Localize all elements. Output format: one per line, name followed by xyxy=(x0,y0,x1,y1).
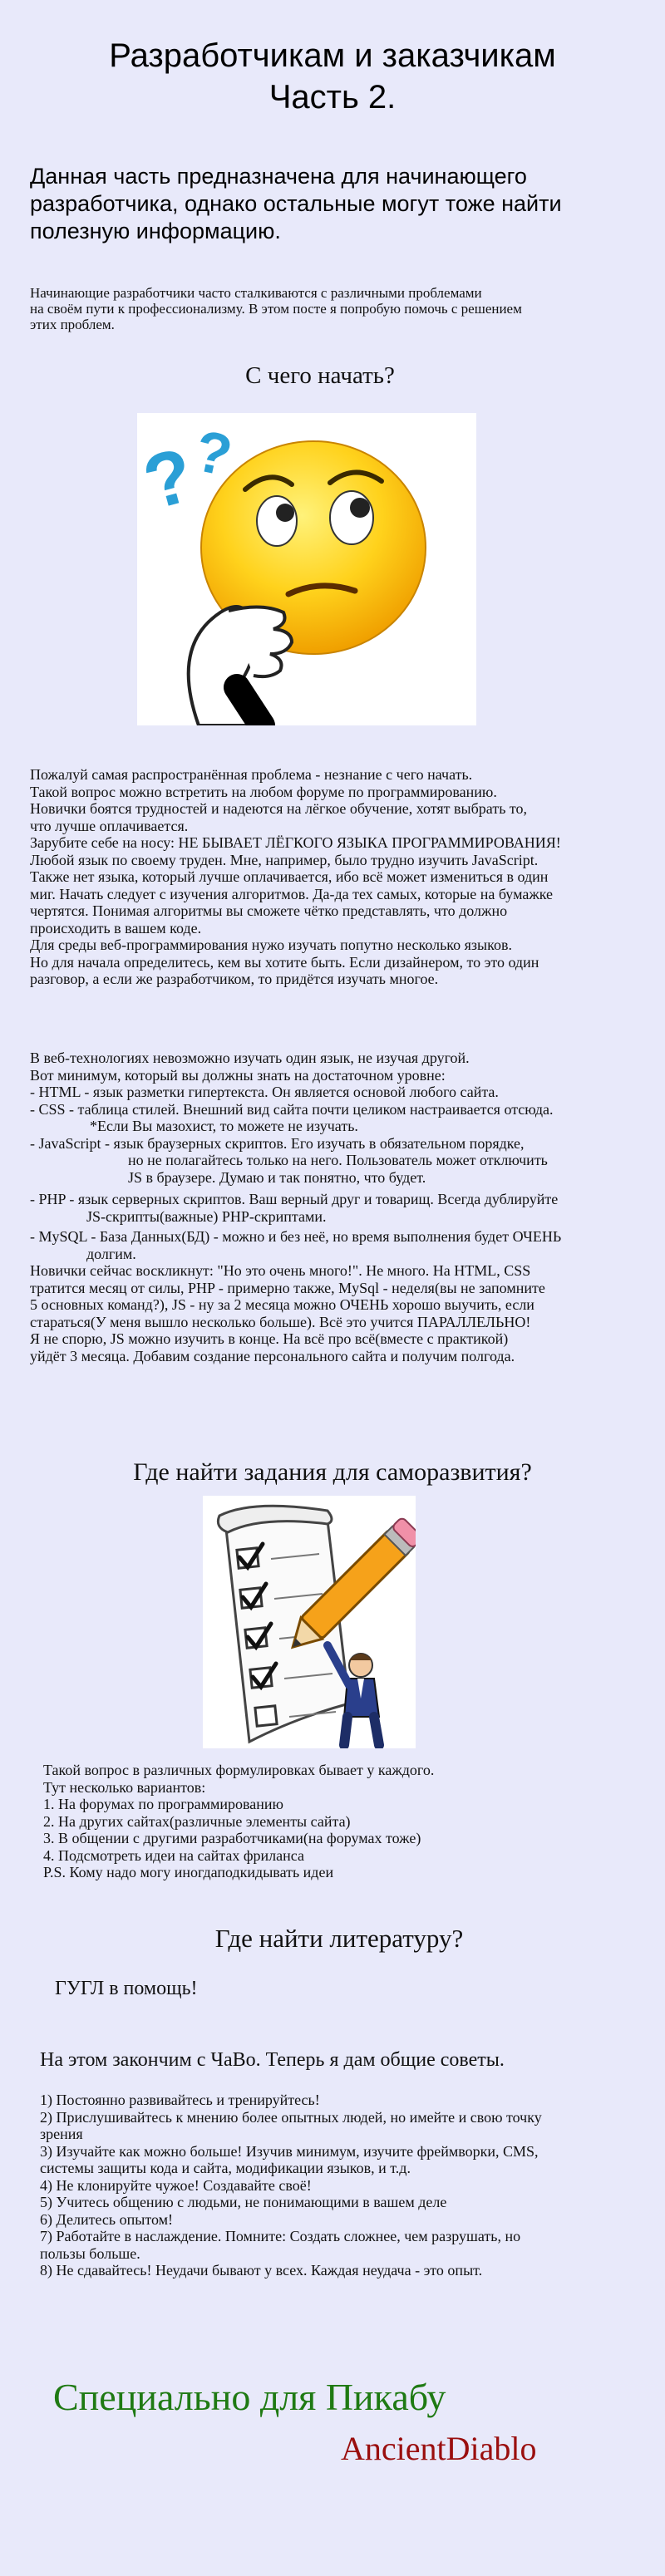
title-line-2: Часть 2. xyxy=(268,79,397,116)
list-item: 2. На других сайтах(различные элементы сайта) xyxy=(43,1812,351,1830)
text-line: 5 основных команд?), JS - ну за 2 месяца можно ОЧЕНЬ хорошо выучить, если xyxy=(30,1296,534,1313)
advice-item: 5) Учитесь общению с людьми, не понимающими в вашем деле xyxy=(40,2194,447,2210)
section-tasks-list xyxy=(43,1762,434,1881)
literature-answer: ГУГЛ в помощь! xyxy=(55,1978,198,1999)
section-heading-literature: Где найти литературу? xyxy=(214,1924,464,1953)
text-line: стараться(У меня вышло несколько больше). Всё это учится ПАРАЛЛЕЛЬНО! xyxy=(30,1313,531,1330)
text-line: чертятся. Понимая алгоритмы вы сможете чётко представлять, что должно xyxy=(30,902,508,919)
text-line: Зарубите себе на носу: НЕ БЫВАЕТ ЛЁГКОГО ЯЗЫКА ПРОГРАММИРОВАНИЯ! xyxy=(30,834,561,851)
lead-line: Данная часть предназначена для начинающего xyxy=(30,164,527,189)
list-item-javascript-cont: JS в браузере. Думаю и так понятно, что будет. xyxy=(128,1168,426,1186)
thinking-smiley-image xyxy=(137,413,476,725)
intro-line: этих проблем. xyxy=(30,317,115,332)
list-item-php-cont: JS-скрипты(важные) PHP-скриптами. xyxy=(86,1207,327,1225)
list-item: 1. На форумах по программированию xyxy=(43,1796,283,1812)
text-line: Вот минимум, который вы должны знать на достаточном уровне: xyxy=(30,1066,446,1084)
thinking-smiley-icon xyxy=(137,413,476,725)
list-item: P.S. Кому надо могу иногдаподкидывать идеи xyxy=(43,1864,334,1880)
lead-paragraph xyxy=(30,163,662,245)
list-item-css: - CSS - таблица стилей. Внешний вид сайта почти целиком настраивается отсюда. xyxy=(30,1100,554,1118)
text-line: Также нет языка, который лучше оплачивается, ибо всё может измениться в один xyxy=(30,868,549,885)
text-line: Но для начала определитесь, кем вы хотите быть. Если дизайнером, то это один xyxy=(30,953,539,971)
list-item-javascript: - JavaScript - язык браузерных скриптов. Его изучать в обязательном порядке, xyxy=(30,1134,525,1152)
advice-item: 3) Изучайте как можно больше! Изучив минимум, изучите фреймворки, CMS, xyxy=(40,2142,539,2160)
text-line: Новички сейчас воскликнут: "Но это очень много!". Не много. На HTML, CSS xyxy=(30,1262,531,1279)
section-heading-start: С чего начать? xyxy=(245,362,395,389)
advice-item: 8) Не сдавайтесь! Неудачи бывают у всех. Каждая неудача - это опыт. xyxy=(40,2262,483,2279)
text-line: что лучше оплачивается. xyxy=(30,817,189,834)
advice-item: 4) Не клонируйте чужое! Создавайте своё! xyxy=(40,2176,312,2194)
text-line: тратится месяц от силы, PHP - примерно также, MySql - неделя(вы не запомните xyxy=(30,1279,545,1296)
list-item-mysql-cont: долгим. xyxy=(86,1245,136,1262)
list-item-javascript-cont: но не полагайтесь только на него. Пользователь может отключить xyxy=(128,1152,548,1168)
advice-item: зрения xyxy=(40,2126,83,2142)
css-note: *Если Вы мазохист, то можете не изучать. xyxy=(90,1118,358,1134)
text-line: В веб-технологиях невозможно изучать один язык, не изучая другой. xyxy=(30,1050,470,1066)
section-start-paragraph-1 xyxy=(30,766,561,988)
list-item: Тут несколько вариантов: xyxy=(43,1778,206,1796)
text-line: миг. Начать следует с изучения алгоритмов. Да-да тех самых, которые на бумажке xyxy=(30,885,554,902)
advice-item: 2) Прислушивайтесь к мнению более опытных людей, но имейте и свою точку xyxy=(40,2108,542,2126)
text-line: Пожалуй самая распространённая проблема - незнание с чего начать. xyxy=(30,766,473,783)
text-line: происходить в вашем коде. xyxy=(30,919,202,937)
checklist-with-pencil-icon xyxy=(203,1496,416,1748)
section-heading-tasks: Где найти задания для саморазвития? xyxy=(133,1458,532,1486)
lead-line: разработчика, однако остальные могут тоже найти xyxy=(30,191,562,216)
list-item-mysql: - MySQL - База Данных(БД) - можно и без неё, но время выполнения будет ОЧЕНЬ xyxy=(30,1228,562,1245)
lead-line: полезную информацию. xyxy=(30,219,281,243)
list-item: 3. В общении с другими разработчиками(на форумах тоже) xyxy=(43,1830,421,1846)
text-line: Для среды веб-программирования нужо изучать попутно несколько языков. xyxy=(30,937,512,953)
advice-item: системы защиты кода и сайта, модификации языков, и т.д. xyxy=(40,2160,411,2176)
footer-dedication: Специально для Пикабу xyxy=(53,2376,446,2418)
text-line: Такой вопрос можно встретить на любом форуме по программированию. xyxy=(30,783,497,800)
advice-item: 7) Работайте в наслаждение. Помните: Создать сложнее, чем разрушать, но xyxy=(40,2228,521,2244)
checklist-pencil-image xyxy=(203,1496,416,1748)
page-title xyxy=(0,35,665,118)
section-heading-advice: На этом закончим с ЧаВо. Теперь я дам общие советы. xyxy=(40,2049,505,2071)
text-line: Любой язык по своему труден. Мне, например, было трудно изучить JavaScript. xyxy=(30,851,539,868)
text-line: Новички боятся трудностей и надеются на лёгкое обучение, хотят выбрать то, xyxy=(30,800,528,817)
intro-paragraph xyxy=(30,285,522,332)
advice-list xyxy=(40,2092,542,2279)
list-item-php: - PHP - язык серверных скриптов. Ваш верный друг и товарищ. Всегда дублируйте xyxy=(30,1191,559,1207)
list-item-html: - HTML - язык разметки гипертекста. Он является основой любого сайта. xyxy=(30,1084,499,1100)
text-line: уйдёт 3 месяца. Добавим создание персонального сайта и получим полгода. xyxy=(30,1347,515,1364)
footer-author: AncientDiablo xyxy=(341,2430,537,2467)
list-item: 4. Подсмотреть идеи на сайтах фриланса xyxy=(43,1846,304,1864)
intro-line: на своём пути к профессионализму. В этом посте я попробую помочь с решением xyxy=(30,301,522,317)
advice-item: пользы больше. xyxy=(40,2244,140,2262)
text-line: Я не спорю, JS можно изучить в конце. На всё про всё(вместе с практикой) xyxy=(30,1330,509,1347)
svg-text:?: ? xyxy=(137,431,203,527)
text-line: разговор, а если же разработчиком, то придётся изучать многое. xyxy=(30,971,439,987)
list-item: Такой вопрос в различных формулировках бывает у каждого. xyxy=(43,1762,435,1778)
intro-line: Начинающие разработчики часто сталкиваются с различными проблемами xyxy=(30,285,482,301)
section-start-paragraph-2 xyxy=(30,1050,561,1364)
title-line-1: Разработчикам и заказчикам xyxy=(109,37,556,74)
svg-text:?: ? xyxy=(189,417,238,489)
advice-item: 1) Постоянно развивайтесь и тренируйтесь! xyxy=(40,2092,320,2108)
advice-item: 6) Делитесь опытом! xyxy=(40,2210,173,2228)
